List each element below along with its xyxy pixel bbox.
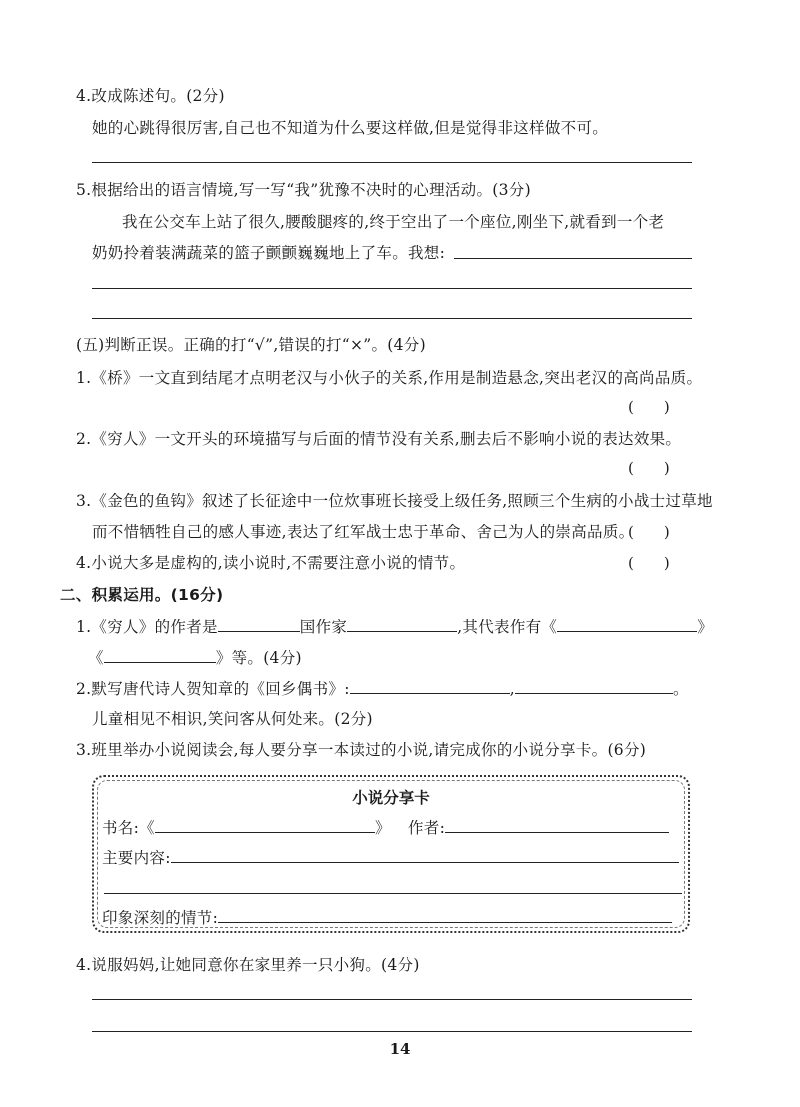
p2-q2-blank-line2[interactable] — [515, 676, 673, 694]
q4-sentence: 她的心跳得很厉害,自己也不知道为什么要这样做,但是觉得非这样做不可。 — [92, 119, 609, 137]
card-title: 小说分享卡 — [352, 789, 430, 807]
card-plot-row — [102, 905, 672, 928]
p2-q1-blank-author[interactable] — [347, 614, 457, 632]
card-summary-row — [102, 845, 679, 868]
card-author-blank[interactable] — [445, 815, 669, 833]
card-summary-blank[interactable] — [171, 845, 679, 863]
q5-answer-line-1[interactable] — [454, 258, 692, 259]
q5-heading: 5.根据给出的语言情境,写一写“我”犹豫不决时的心理活动。(3分) — [76, 181, 531, 199]
p2-q4-heading: 4.说服妈妈,让她同意你在家里养一只小狗。(4分) — [76, 956, 420, 974]
tf-item-1: 1.《桥》一文直到结尾才点明老汉与小伙子的关系,作用是制造悬念,突出老汉的高尚品质。 — [76, 369, 703, 387]
card-plot-blank[interactable] — [218, 905, 672, 923]
p2-q1-mid1: 国作家 — [299, 618, 348, 636]
page-number: 14 — [389, 1040, 411, 1058]
q5-paragraph-line2: 奶奶拎着装满蔬菜的篮子颤颤巍巍地上了车。我想: — [92, 244, 446, 262]
card-author-label: 作者: — [408, 819, 446, 837]
tf-item-3-answer-box[interactable]: ( ) — [628, 523, 670, 541]
p2-q1-blank-work2[interactable] — [104, 645, 216, 663]
card-book-blank[interactable] — [155, 815, 375, 833]
tf-item-3-line1: 3.《金色的鱼钩》叙述了长征途中一位炊事班长接受上级任务,照顾三个生病的小战士过草地 — [76, 492, 713, 510]
p2-q2-period: 。 — [672, 680, 689, 698]
tf-item-4: 4.小说大多是虚构的,读小说时,不需要注意小说的情节。 — [76, 554, 466, 572]
card-book-label: 书名:《 — [102, 819, 155, 837]
q5-paragraph-line1: 我在公交车上站了很久,腰酸腿疼的,终于空出了一个座位,刚坐下,就看到一个老 — [122, 213, 665, 231]
p2-q2-comma: , — [509, 680, 515, 698]
p2-q1-line1 — [76, 614, 713, 637]
p2-q1-blank-work1[interactable] — [557, 614, 697, 632]
tf-item-2-answer-box[interactable]: ( ) — [628, 459, 670, 477]
card-summary-line-2[interactable] — [104, 893, 682, 894]
card-book-close: 》 — [374, 819, 391, 837]
q5-answer-line-2[interactable] — [92, 288, 692, 289]
section5-heading: (五)判断正误。正确的打“√”,错误的打“×”。(4分) — [76, 336, 426, 354]
part2-heading: 二、积累运用。(16分) — [60, 586, 224, 604]
p2-q1-prefix: 1.《穷人》的作者是 — [76, 618, 218, 636]
p2-q1-mid2: ,其代表作有《 — [457, 618, 558, 636]
tf-item-3-line2: 而不惜牺牲自己的感人事迹,表达了红军战士忠于革命、舍己为人的崇高品质。 — [92, 523, 635, 541]
p2-q3-heading: 3.班里举办小说阅读会,每人要分享一本读过的小说,请完成你的小说分享卡。(6分) — [76, 741, 647, 759]
q5-answer-line-3[interactable] — [92, 318, 692, 319]
p2-q2-line1 — [76, 676, 689, 699]
p2-q2-line2: 儿童相见不相识,笑问客从何处来。(2分) — [92, 710, 373, 728]
q4-heading: 4.改成陈述句。(2分) — [76, 87, 225, 105]
p2-q1-line2-start: 《 — [88, 649, 104, 667]
tf-item-2: 2.《穷人》一文开头的环境描写与后面的情节没有关系,删去后不影响小说的表达效果。 — [76, 430, 682, 448]
card-book-row — [102, 815, 391, 838]
tf-item-4-answer-box[interactable]: ( ) — [628, 554, 670, 572]
p2-q2-prefix: 2.默写唐代诗人贺知章的《回乡偶书》: — [76, 680, 350, 698]
p2-q4-answer-line-1[interactable] — [92, 999, 692, 1000]
card-plot-label: 印象深刻的情节: — [102, 909, 219, 927]
p2-q1-line2 — [88, 645, 302, 668]
p2-q2-blank-line1[interactable] — [350, 676, 510, 694]
p2-q1-end1: 》 — [697, 618, 714, 636]
p2-q1-blank-nationality[interactable] — [218, 614, 300, 632]
p2-q4-answer-line-2[interactable] — [92, 1031, 692, 1032]
tf-item-1-answer-box[interactable]: ( ) — [628, 398, 670, 416]
card-author-row — [408, 815, 669, 838]
q4-answer-line[interactable] — [92, 162, 692, 163]
novel-share-card — [92, 775, 690, 933]
p2-q1-line2-end: 》等。(4分) — [215, 649, 302, 667]
card-summary-label: 主要内容: — [102, 849, 171, 867]
